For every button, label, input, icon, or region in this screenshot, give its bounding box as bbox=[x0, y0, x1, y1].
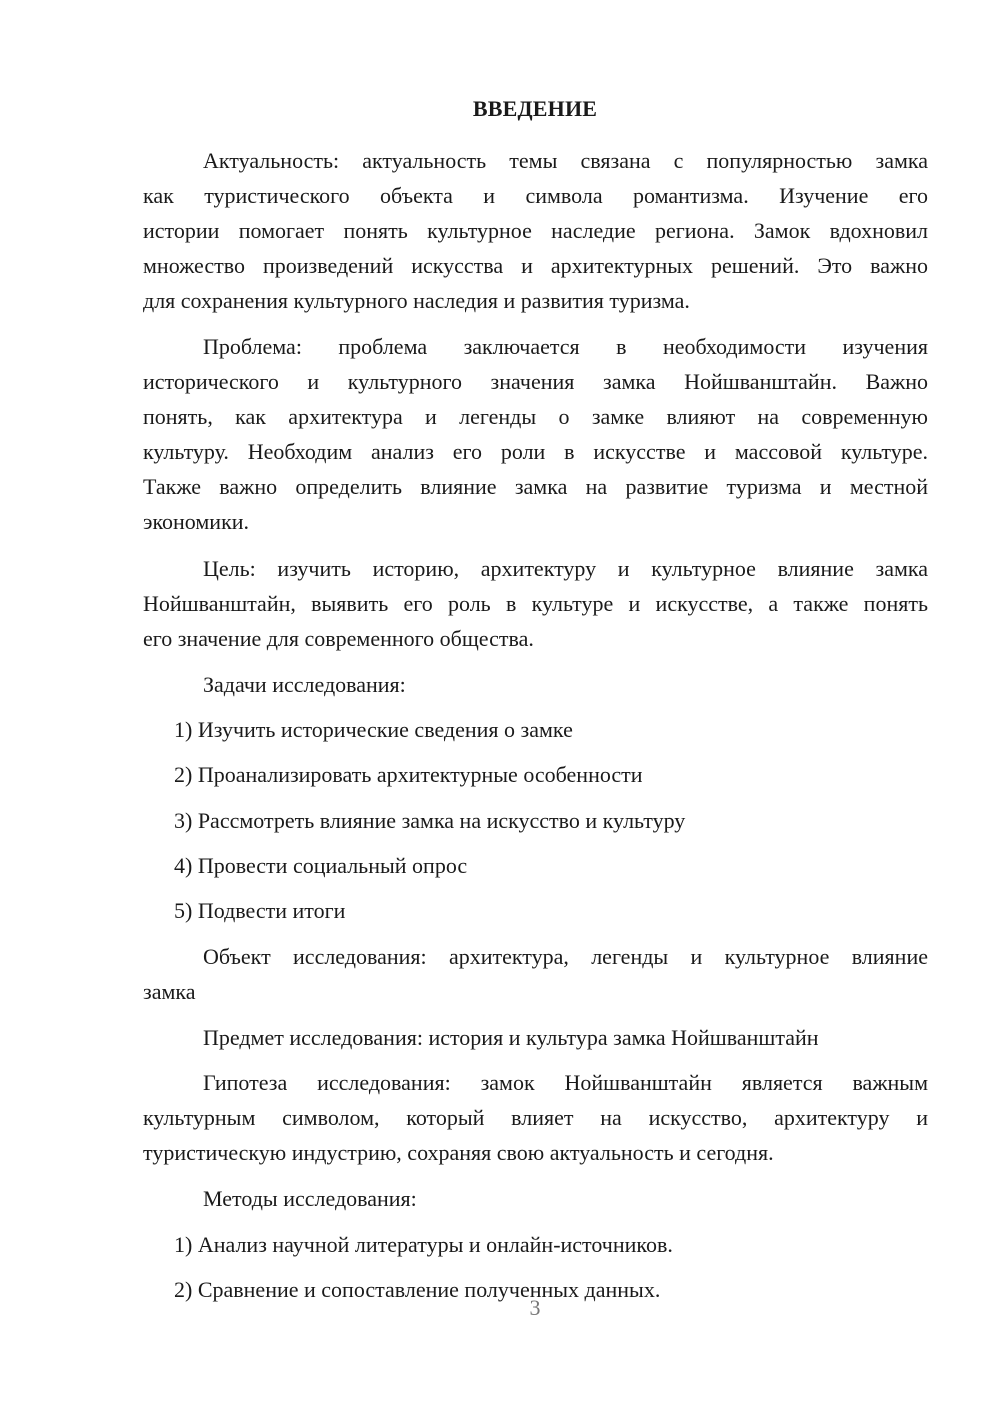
relevance-paragraph bbox=[143, 143, 928, 318]
task-item: 3) Рассмотреть влияние замка на искусство и культуру bbox=[174, 808, 686, 833]
page-number: 3 bbox=[529, 1295, 541, 1320]
problem-line: понять, как архитектура и легенды о замке влияют на современную bbox=[143, 404, 928, 429]
relevance-line: истории помогает понять культурное наследие региона. Замок вдохновил bbox=[143, 218, 928, 243]
object-paragraph bbox=[143, 939, 928, 1009]
problem-line: Проблема: проблема заключается в необходимости изучения bbox=[203, 334, 928, 359]
hypothesis-line: туристическую индустрию, сохраняя свою актуальность и сегодня. bbox=[143, 1140, 774, 1165]
relevance-line: для сохранения культурного наследия и развития туризма. bbox=[143, 288, 690, 313]
method-item: 1) Анализ научной литературы и онлайн-источников. bbox=[174, 1232, 673, 1257]
problem-line: культуру. Необходим анализ его роли в искусстве и массовой культуре. bbox=[143, 439, 928, 464]
problem-line: Также важно определить влияние замка на развитие туризма и местной bbox=[143, 474, 928, 499]
problem-line: экономики. bbox=[143, 509, 250, 534]
hypothesis-line: культурным символом, который влияет на искусство, архитектуру и bbox=[143, 1105, 928, 1130]
task-item: 1) Изучить исторические сведения о замке bbox=[174, 717, 573, 742]
task-item: 2) Проанализировать архитектурные особенности bbox=[174, 762, 643, 787]
hypothesis-paragraph bbox=[143, 1065, 928, 1170]
relevance-line: как туристического объекта и символа романтизма. Изучение его bbox=[143, 183, 928, 208]
goal-line: его значение для современного общества. bbox=[143, 626, 534, 651]
object-line: Объект исследования: архитектура, легенды и культурное влияние bbox=[203, 944, 928, 969]
task-item: 5) Подвести итоги bbox=[174, 898, 346, 923]
task-item: 4) Провести социальный опрос bbox=[174, 853, 468, 878]
goal-paragraph bbox=[143, 551, 928, 656]
methods-heading: Методы исследования: bbox=[203, 1186, 417, 1211]
relevance-line: множество произведений искусства и архитектурных решений. Это важно bbox=[143, 253, 928, 278]
hypothesis-line: Гипотеза исследования: замок Нойшванштайн является важным bbox=[203, 1070, 928, 1095]
goal-line: Нойшванштайн, выявить его роль в культуре и искусстве, а также понять bbox=[143, 591, 928, 616]
goal-line: Цель: изучить историю, архитектуру и культурное влияние замка bbox=[203, 556, 928, 581]
relevance-line: Актуальность: актуальность темы связана с популярностью замка bbox=[203, 148, 928, 173]
object-line: замка bbox=[143, 979, 196, 1004]
problem-line: исторического и культурного значения замка Нойшванштайн. Важно bbox=[143, 369, 928, 394]
method-item: 2) Сравнение и сопоставление полученных данных. bbox=[174, 1277, 661, 1302]
tasks-heading: Задачи исследования: bbox=[203, 672, 406, 697]
problem-paragraph bbox=[143, 329, 928, 539]
document-title: ВВЕДЕНИЕ bbox=[472, 96, 598, 121]
subject-paragraph: Предмет исследования: история и культура замка Нойшванштайн bbox=[203, 1025, 819, 1050]
